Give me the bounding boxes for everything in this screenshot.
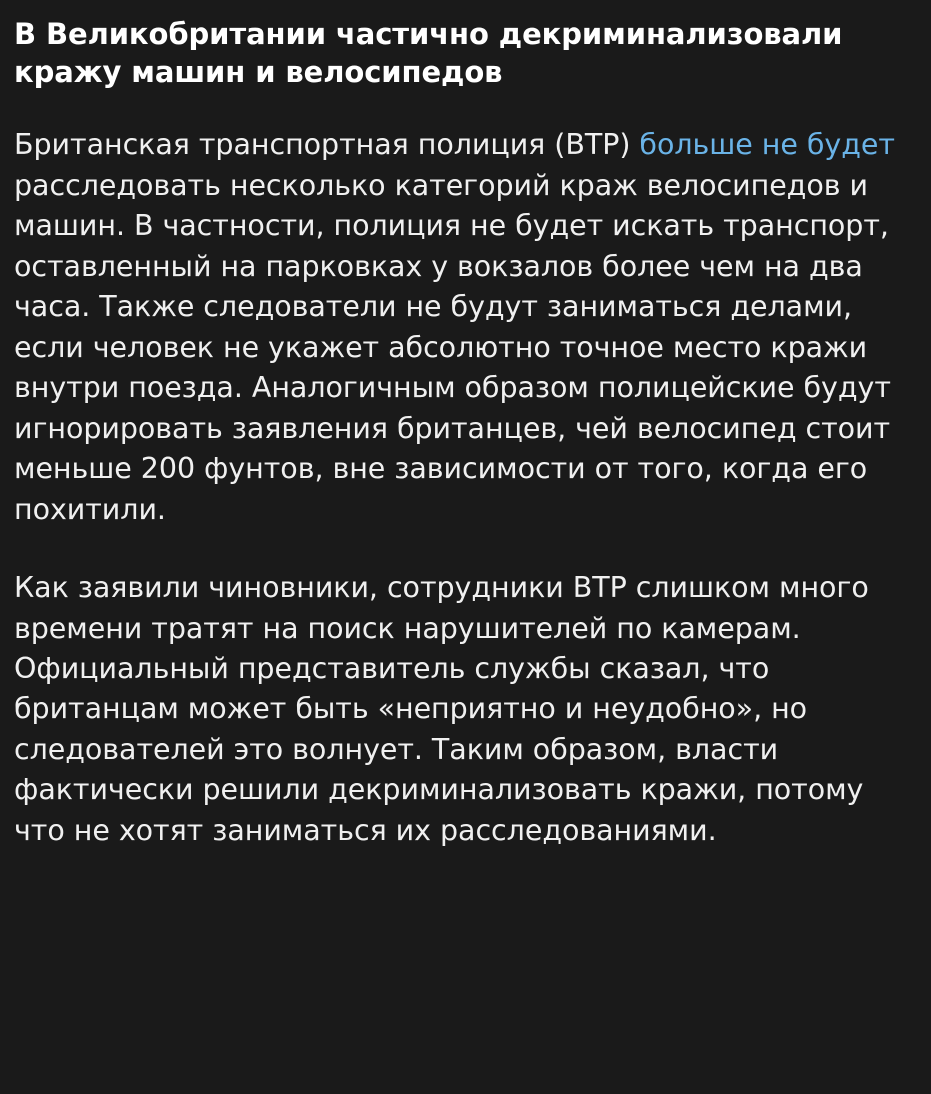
paragraph-1 [14, 125, 919, 530]
article-body [14, 125, 919, 851]
paragraph-2 [14, 568, 919, 851]
paragraph-1-text-after: расследовать несколько категорий краж велосипедов и машин. В частности, полиция не будет искать транспорт, оставленный на парковках у вокзалов более чем на два часа. Также следователи не будут заниматься делами, если человек не укажет абсолютно точное место кражи внутри поезда. Аналогичным образом полицейские будут игнорировать заявления британцев, чей велосипед стоит меньше 200 фунтов, вне зависимости от того, когда его похитили. [14, 168, 891, 526]
source-link[interactable]: больше не будет [639, 128, 895, 162]
paragraph-2-text: Как заявили чиновники, сотрудники BTP слишком много времени тратят на поиск нарушителей по камерам. Официальный представитель службы сказал, что британцам может быть «неприятно и неудобно», но следователей это волнует. Таким образом, власти фактически решили декриминализовать кражи, потому что не хотят заниматься их расследованиями. [14, 571, 869, 847]
page-title: В Великобритании частично декриминализовали кражу машин и велосипедов [14, 17, 843, 89]
paragraph-1-text-before: Британская транспортная полиция (BTP) [14, 128, 640, 162]
